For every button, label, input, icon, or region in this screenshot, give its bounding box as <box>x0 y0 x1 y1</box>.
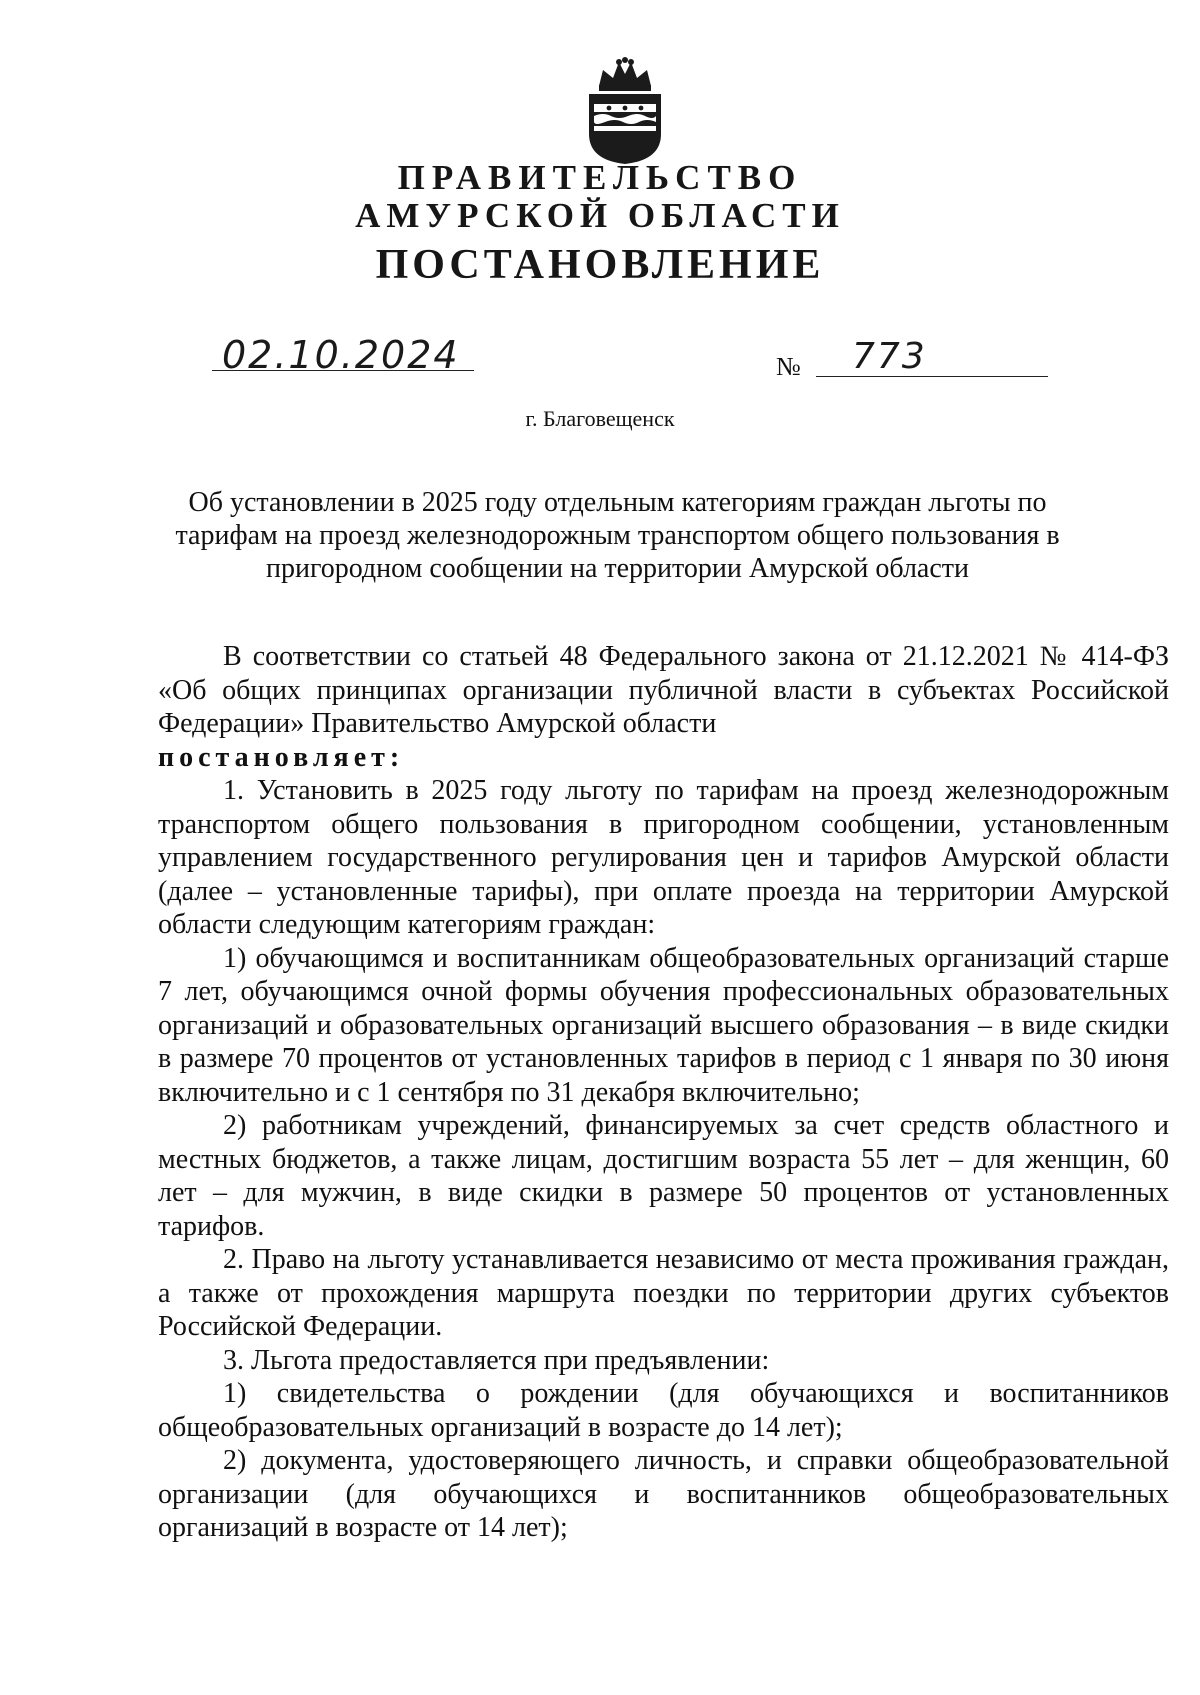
title-line: Об установлении в 2025 году отдельным категориям граждан льготы по <box>188 487 1047 518</box>
document-date: 02.10.2024 <box>222 333 460 377</box>
clause-1-item-2: 2) работникам учреждений, финансируемых за счет средств областного и местных бюджетов, а также лицам, достигшим возраста 55 лет – для женщин, 60 лет – для мужчин, в виде скидки в размере 50 процентов от установленных тарифов. <box>158 1110 1169 1242</box>
document-title <box>150 486 1085 585</box>
government-heading: ПРАВИТЕЛЬСТВО <box>397 158 803 197</box>
coat-of-arms-emblem <box>583 56 667 166</box>
resolves-line <box>158 741 1169 775</box>
clause-3-item-2: 2) документа, удостоверяющего личность, и справки общеобразовательной организации (для обучающихся и воспитанников общеобразовательных организаций в возрасте от 14 лет); <box>158 1445 1169 1543</box>
clause-2: 2. Право на льготу устанавливается независимо от места проживания граждан, а также от прохождения маршрута поездки по территории других субъектов Российской Федерации. <box>158 1244 1169 1342</box>
title-line: тарифам на проезд железнодорожным транспортом общего пользования в <box>175 520 1060 551</box>
region-heading: АМУРСКОЙ ОБЛАСТИ <box>355 196 845 235</box>
document-number: 773 <box>852 336 927 377</box>
title-line: пригородном сообщении на территории Амурской области <box>265 553 969 584</box>
clause-3-item-1: 1) свидетельства о рождении (для обучающихся и воспитанников общеобразовательных организаций в возрасте до 14 лет); <box>158 1378 1169 1443</box>
clause-1-item-1: 1) обучающимся и воспитанникам общеобразовательных организаций старше 7 лет, обучающимся очной формы обучения профессиональных образовательных организаций и образовательных организаций высшего образования – в виде скидки в размере 70 процентов от установленных тарифов в период с 1 января по 30 июня включительно и с 1 сентября по 31 декабря включительно; <box>158 942 1169 1108</box>
resolves-word: постановляет: <box>158 741 405 773</box>
document-type-heading: ПОСТАНОВЛЕНИЕ <box>375 242 825 288</box>
number-underline <box>816 376 1048 377</box>
document-body <box>158 640 1169 1545</box>
preamble-paragraph: В соответствии со статьей 48 Федерального закона от 21.12.2021 № 414-ФЗ «Об общих принципах организации публичной власти в субъектах Российской Федерации» Правительство Амурской области <box>158 641 1169 739</box>
clause-3: 3. Льгота предоставляется при предъявлении: <box>223 1344 770 1376</box>
clause-1: 1. Установить в 2025 году льготу по тарифам на проезд железнодорожным транспортом общего пользования в пригородном сообщении, установленным управлением государственного регулирования цен и тарифов Амурской области (далее – установленные тарифы), при оплате проезда на территории Амурской области следующим категориям граждан: <box>158 775 1169 940</box>
city-line: г. Благовещенск <box>525 406 675 431</box>
number-sign: № <box>776 352 801 381</box>
